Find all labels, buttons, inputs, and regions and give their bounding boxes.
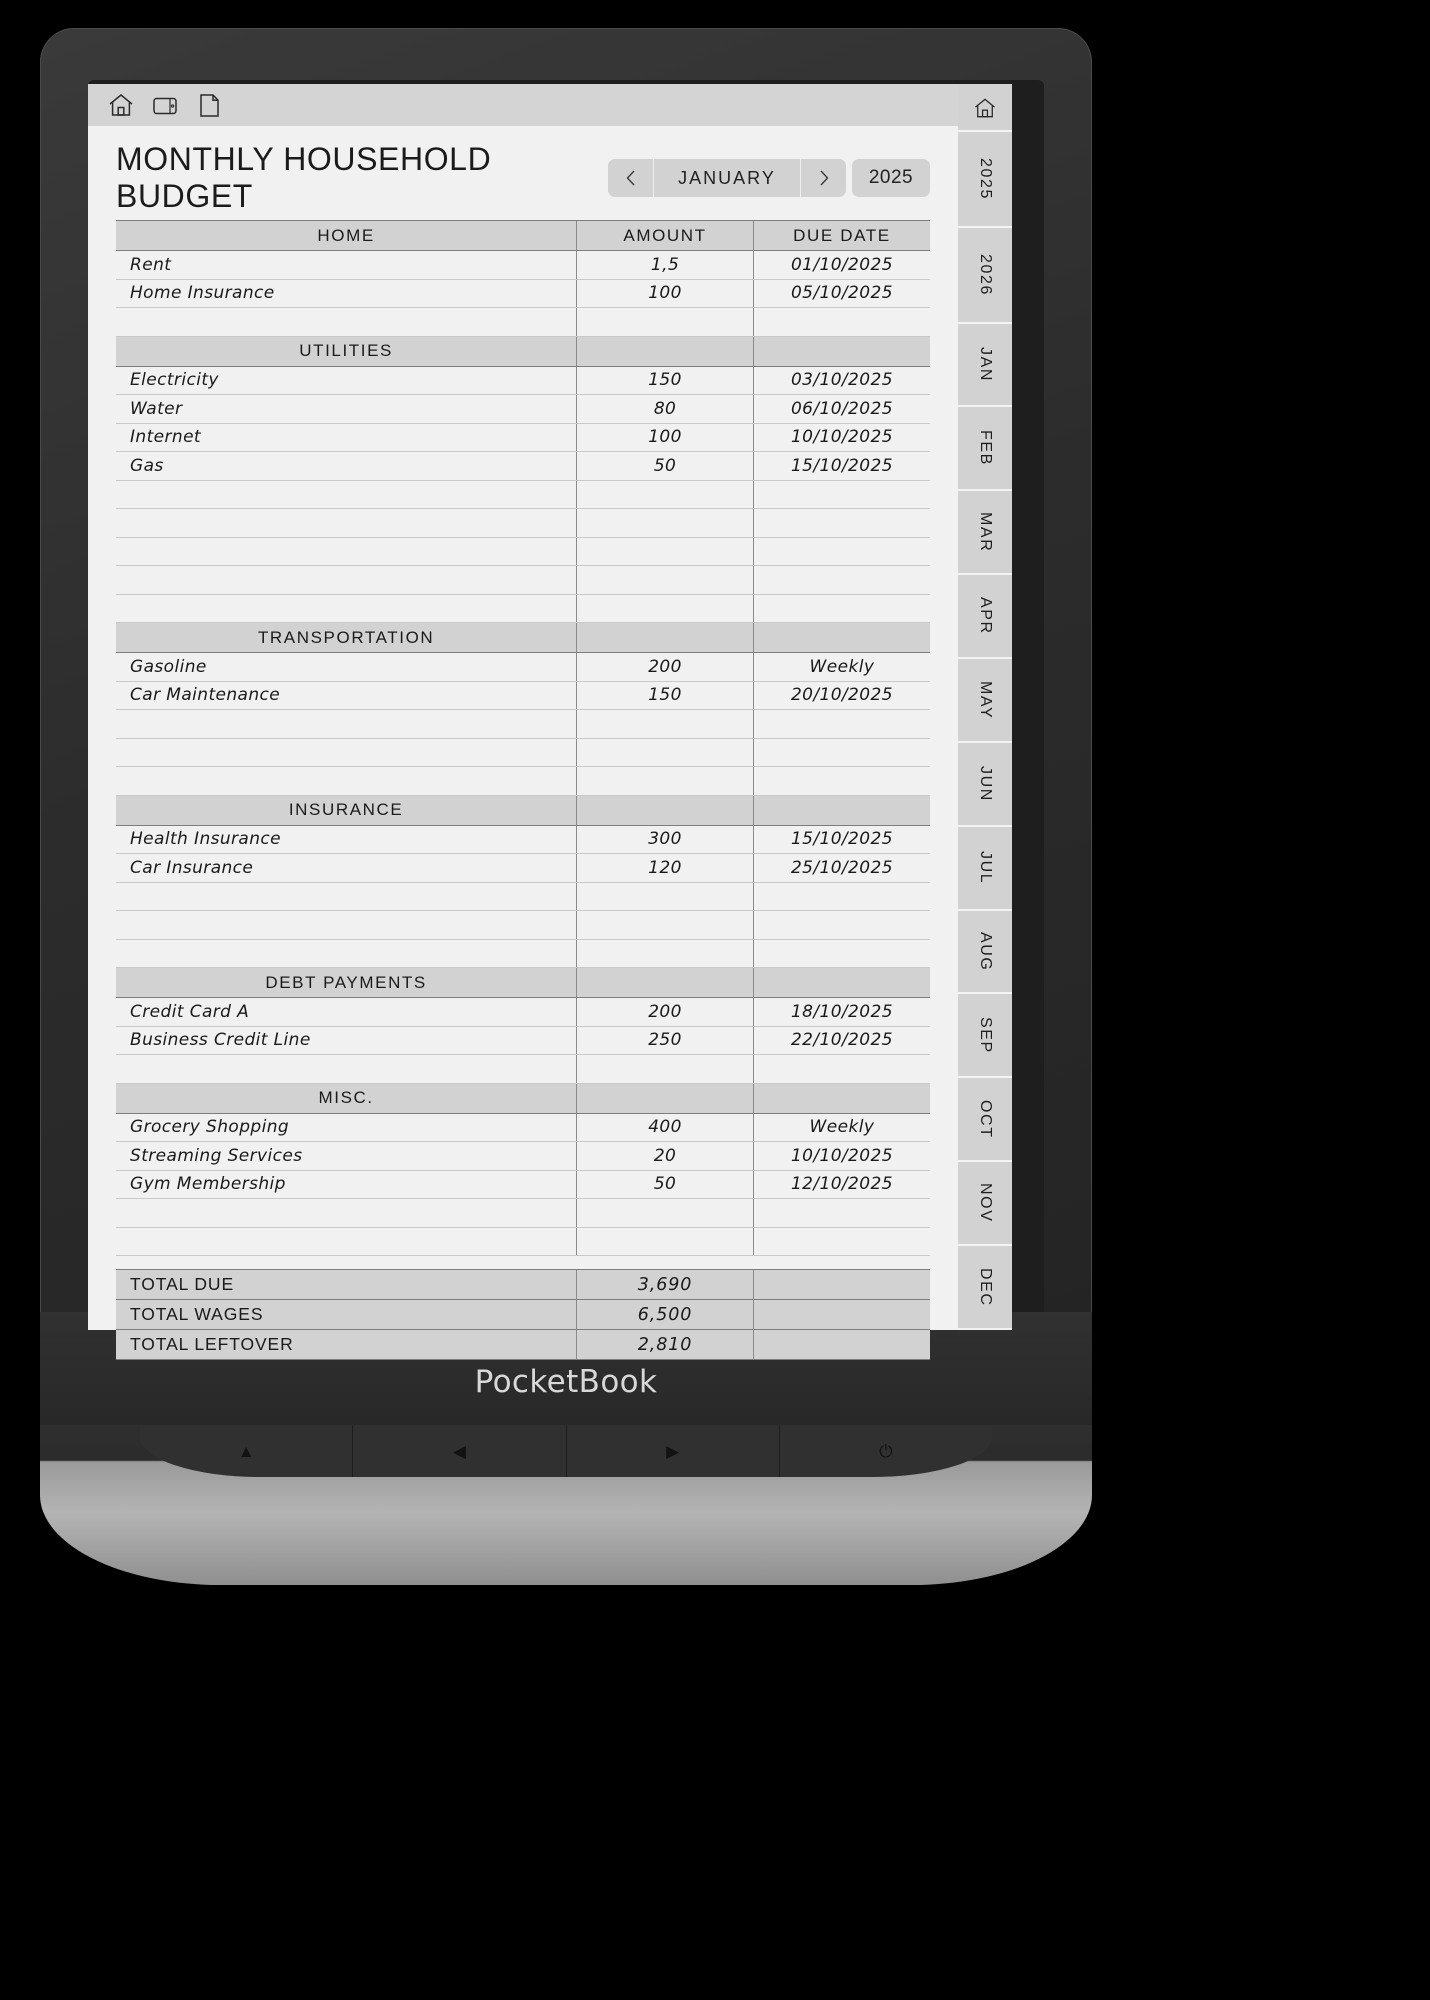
sidebar-item-month-jan[interactable] (958, 324, 1012, 408)
home-icon[interactable] (106, 90, 136, 120)
device-base (40, 1425, 1092, 1585)
hardware-home-button[interactable] (140, 1425, 353, 1477)
total-label: TOTAL WAGES (116, 1300, 577, 1330)
spacer-cell (116, 1256, 577, 1270)
sidebar-month-label: MAR (977, 512, 994, 553)
table-row[interactable] (116, 1113, 930, 1142)
wallet-icon[interactable] (150, 90, 180, 120)
sidebar-item-month-jun[interactable] (958, 743, 1012, 827)
empty-cell[interactable] (577, 738, 754, 767)
empty-cell[interactable] (116, 509, 577, 538)
empty-cell[interactable] (577, 308, 754, 337)
empty-cell[interactable] (116, 767, 577, 796)
empty-cell[interactable] (116, 1199, 577, 1228)
page-title: MONTHLY HOUSEHOLD BUDGET (116, 141, 492, 214)
expense-due-cell[interactable]: 18/10/2025 (753, 998, 930, 1027)
right-arrow-icon: ▶ (666, 1441, 680, 1461)
empty-cell[interactable] (577, 911, 754, 940)
sidebar-month-label: JAN (977, 347, 994, 383)
hardware-back-button[interactable] (353, 1425, 566, 1477)
empty-cell[interactable] (753, 767, 930, 796)
expense-due-cell[interactable]: 15/10/2025 (753, 825, 930, 854)
empty-cell[interactable] (577, 710, 754, 739)
empty-cell[interactable] (116, 537, 577, 566)
sidebar-tabs (958, 84, 1012, 1330)
empty-cell[interactable] (753, 939, 930, 968)
home-triangle-icon: ▲ (237, 1441, 255, 1461)
section-amount-header: AMOUNT (577, 221, 754, 251)
eink-screen (88, 84, 1012, 1355)
empty-cell[interactable] (753, 566, 930, 595)
table-row[interactable] (116, 998, 930, 1027)
page-header (116, 141, 930, 214)
empty-cell[interactable] (753, 1227, 930, 1256)
empty-cell[interactable] (753, 480, 930, 509)
empty-cell[interactable] (116, 738, 577, 767)
expense-amount-cell[interactable]: 250 (577, 1026, 754, 1055)
total-label: TOTAL LEFTOVER (116, 1330, 577, 1360)
empty-cell[interactable] (753, 537, 930, 566)
expense-amount-cell[interactable]: 400 (577, 1113, 754, 1142)
sidebar-month-label: AUG (977, 931, 994, 972)
expense-due-cell[interactable]: 03/10/2025 (753, 366, 930, 395)
app-toolbar (88, 84, 1012, 126)
empty-cell[interactable] (577, 1199, 754, 1228)
expense-amount-cell[interactable]: 300 (577, 825, 754, 854)
table-row[interactable] (116, 423, 930, 452)
empty-cell[interactable] (577, 767, 754, 796)
sidebar-item-month-dec[interactable] (958, 1246, 1012, 1330)
empty-row[interactable] (116, 537, 930, 566)
section-due-header (753, 968, 930, 998)
table-row[interactable] (116, 854, 930, 883)
sidebar-item-month-jul[interactable] (958, 827, 1012, 911)
sidebar-item-month-nov[interactable] (958, 1162, 1012, 1246)
sidebar-item-year-2025[interactable] (958, 132, 1012, 228)
empty-row[interactable] (116, 566, 930, 595)
section-title: DEBT PAYMENTS (116, 968, 577, 998)
sidebar-item-month-may[interactable] (958, 659, 1012, 743)
empty-cell[interactable] (577, 566, 754, 595)
sidebar-month-label: JUL (977, 851, 994, 885)
expense-amount-cell[interactable]: 80 (577, 395, 754, 424)
expense-name-cell[interactable]: Credit Card A (116, 998, 577, 1027)
section-header-row (116, 1083, 930, 1113)
sidebar-year-label: 2025 (977, 157, 994, 200)
expense-due-cell[interactable]: 22/10/2025 (753, 1026, 930, 1055)
empty-row[interactable] (116, 738, 930, 767)
sidebar-item-month-feb[interactable] (958, 407, 1012, 491)
section-amount-header (577, 968, 754, 998)
sidebar-month-label: DEC (977, 1267, 994, 1307)
empty-cell[interactable] (753, 1199, 930, 1228)
section-title: INSURANCE (116, 795, 577, 825)
left-arrow-icon: ◀ (452, 1441, 466, 1461)
expense-name-cell[interactable]: Internet (116, 423, 577, 452)
sidebar-month-label: JUN (977, 765, 994, 802)
empty-cell[interactable] (116, 710, 577, 739)
expense-due-cell[interactable]: 06/10/2025 (753, 395, 930, 424)
section-header-row (116, 795, 930, 825)
totals-row (116, 1270, 930, 1300)
empty-cell[interactable] (753, 882, 930, 911)
section-header-row (116, 336, 930, 366)
table-row[interactable] (116, 395, 930, 424)
empty-cell[interactable] (116, 594, 577, 623)
table-row[interactable] (116, 653, 930, 682)
power-icon: ⏻ (879, 1441, 893, 1461)
section-amount-header (577, 795, 754, 825)
sidebar-item-home[interactable] (958, 84, 1012, 132)
empty-cell[interactable] (753, 594, 930, 623)
table-row[interactable] (116, 681, 930, 710)
table-row[interactable] (116, 1170, 930, 1199)
empty-row[interactable] (116, 939, 930, 968)
empty-row[interactable] (116, 882, 930, 911)
expense-due-cell[interactable]: 10/10/2025 (753, 423, 930, 452)
section-amount-header (577, 336, 754, 366)
total-label: TOTAL DUE (116, 1270, 577, 1300)
expense-name-cell[interactable]: Gym Membership (116, 1170, 577, 1199)
expense-due-cell[interactable]: Weekly (753, 653, 930, 682)
expense-amount-cell[interactable]: 1,5 (577, 251, 754, 280)
section-title: TRANSPORTATION (116, 623, 577, 653)
spacer-cell (577, 1256, 754, 1270)
totals-spacer (116, 1256, 930, 1270)
expense-name-cell[interactable]: Electricity (116, 366, 577, 395)
current-month-label[interactable]: JANUARY (678, 167, 776, 188)
empty-row[interactable] (116, 1055, 930, 1084)
section-due-header: DUE DATE (753, 221, 930, 251)
hardware-button-bar (140, 1425, 992, 1477)
table-row[interactable] (116, 251, 930, 280)
expense-due-cell[interactable]: 15/10/2025 (753, 452, 930, 481)
sidebar-month-label: FEB (977, 430, 994, 467)
expense-due-cell[interactable]: 01/10/2025 (753, 251, 930, 280)
expense-name-cell[interactable]: Business Credit Line (116, 1026, 577, 1055)
table-row[interactable] (116, 825, 930, 854)
budget-page (88, 126, 958, 1355)
sidebar-month-label: MAY (977, 680, 994, 720)
expense-due-cell[interactable]: 10/10/2025 (753, 1142, 930, 1171)
total-amount: 3,690 (577, 1270, 754, 1300)
expense-name-cell[interactable]: Car Insurance (116, 854, 577, 883)
empty-cell[interactable] (753, 738, 930, 767)
totals-row (116, 1300, 930, 1330)
empty-cell[interactable] (753, 1055, 930, 1084)
empty-row[interactable] (116, 767, 930, 796)
total-amount: 6,500 (577, 1300, 754, 1330)
empty-cell[interactable] (753, 710, 930, 739)
empty-row[interactable] (116, 710, 930, 739)
total-amount: 2,810 (577, 1330, 754, 1360)
spacer-cell (753, 1256, 930, 1270)
empty-row[interactable] (116, 509, 930, 538)
empty-cell[interactable] (753, 911, 930, 940)
empty-cell[interactable] (577, 939, 754, 968)
sidebar-item-month-sep[interactable] (958, 994, 1012, 1078)
empty-cell[interactable] (577, 480, 754, 509)
expense-amount-cell[interactable]: 120 (577, 854, 754, 883)
section-amount-header (577, 623, 754, 653)
sidebar-item-year-2026[interactable] (958, 228, 1012, 324)
totals-row (116, 1330, 930, 1360)
empty-row[interactable] (116, 594, 930, 623)
expense-amount-cell[interactable]: 200 (577, 998, 754, 1027)
empty-cell[interactable] (577, 509, 754, 538)
table-row[interactable] (116, 1026, 930, 1055)
section-title: UTILITIES (116, 336, 577, 366)
empty-row[interactable] (116, 1199, 930, 1228)
sidebar-month-label: OCT (977, 1099, 994, 1139)
table-row[interactable] (116, 279, 930, 308)
sidebar-year-label: 2026 (977, 253, 994, 296)
expense-name-cell[interactable]: Gasoline (116, 653, 577, 682)
expense-name-cell[interactable]: Water (116, 395, 577, 424)
empty-cell[interactable] (116, 939, 577, 968)
expense-due-cell[interactable]: Weekly (753, 1113, 930, 1142)
expense-amount-cell[interactable]: 50 (577, 1170, 754, 1199)
total-due (753, 1330, 930, 1360)
empty-row[interactable] (116, 1227, 930, 1256)
empty-cell[interactable] (753, 308, 930, 337)
empty-cell[interactable] (116, 566, 577, 595)
empty-cell[interactable] (116, 480, 577, 509)
expense-name-cell[interactable]: Streaming Services (116, 1142, 577, 1171)
brand-logo: PocketBook (474, 1364, 658, 1400)
empty-row[interactable] (116, 308, 930, 337)
next-month-button[interactable] (800, 159, 846, 197)
empty-cell[interactable] (577, 1055, 754, 1084)
budget-table (116, 220, 930, 1360)
section-due-header (753, 795, 930, 825)
sidebar-month-label: SEP (977, 1017, 994, 1054)
table-row[interactable] (116, 366, 930, 395)
empty-cell[interactable] (116, 882, 577, 911)
empty-cell[interactable] (577, 882, 754, 911)
section-header-row (116, 968, 930, 998)
sidebar-item-month-mar[interactable] (958, 491, 1012, 575)
expense-amount-cell[interactable]: 100 (577, 279, 754, 308)
table-row[interactable] (116, 1142, 930, 1171)
empty-row[interactable] (116, 911, 930, 940)
year-selector[interactable]: 2025 (852, 159, 930, 197)
page-icon[interactable] (194, 90, 224, 120)
empty-cell[interactable] (116, 308, 577, 337)
section-title: HOME (116, 221, 577, 251)
month-navigator (608, 159, 930, 197)
expense-due-cell[interactable]: 20/10/2025 (753, 681, 930, 710)
section-due-header (753, 336, 930, 366)
expense-amount-cell[interactable]: 20 (577, 1142, 754, 1171)
table-row[interactable] (116, 452, 930, 481)
expense-amount-cell[interactable]: 150 (577, 366, 754, 395)
sidebar-month-label: APR (977, 597, 994, 635)
expense-amount-cell[interactable]: 100 (577, 423, 754, 452)
hardware-forward-button[interactable] (567, 1425, 780, 1477)
budget-table-body (116, 221, 930, 1360)
section-header-row (116, 221, 930, 251)
empty-cell[interactable] (116, 1055, 577, 1084)
expense-amount-cell[interactable]: 150 (577, 681, 754, 710)
hardware-power-button[interactable] (780, 1425, 992, 1477)
total-due (753, 1270, 930, 1300)
expense-due-cell[interactable]: 12/10/2025 (753, 1170, 930, 1199)
expense-name-cell[interactable]: Car Maintenance (116, 681, 577, 710)
expense-due-cell[interactable]: 25/10/2025 (753, 854, 930, 883)
sidebar-month-label: NOV (977, 1183, 994, 1223)
expense-name-cell[interactable]: Home Insurance (116, 279, 577, 308)
empty-cell[interactable] (753, 509, 930, 538)
expense-due-cell[interactable]: 05/10/2025 (753, 279, 930, 308)
expense-amount-cell[interactable]: 50 (577, 452, 754, 481)
expense-amount-cell[interactable]: 200 (577, 653, 754, 682)
expense-name-cell[interactable]: Health Insurance (116, 825, 577, 854)
expense-name-cell[interactable]: Grocery Shopping (116, 1113, 577, 1142)
section-amount-header (577, 1083, 754, 1113)
empty-cell[interactable] (577, 537, 754, 566)
section-header-row (116, 623, 930, 653)
empty-cell[interactable] (577, 594, 754, 623)
expense-name-cell[interactable]: Rent (116, 251, 577, 280)
empty-cell[interactable] (577, 1227, 754, 1256)
sidebar-item-month-oct[interactable] (958, 1078, 1012, 1162)
empty-cell[interactable] (116, 1227, 577, 1256)
section-due-header (753, 623, 930, 653)
sidebar-item-month-apr[interactable] (958, 575, 1012, 659)
section-title: MISC. (116, 1083, 577, 1113)
sidebar-item-month-aug[interactable] (958, 911, 1012, 995)
prev-month-button[interactable] (608, 159, 654, 197)
total-due (753, 1300, 930, 1330)
empty-cell[interactable] (116, 911, 577, 940)
expense-name-cell[interactable]: Gas (116, 452, 577, 481)
empty-row[interactable] (116, 480, 930, 509)
section-due-header (753, 1083, 930, 1113)
